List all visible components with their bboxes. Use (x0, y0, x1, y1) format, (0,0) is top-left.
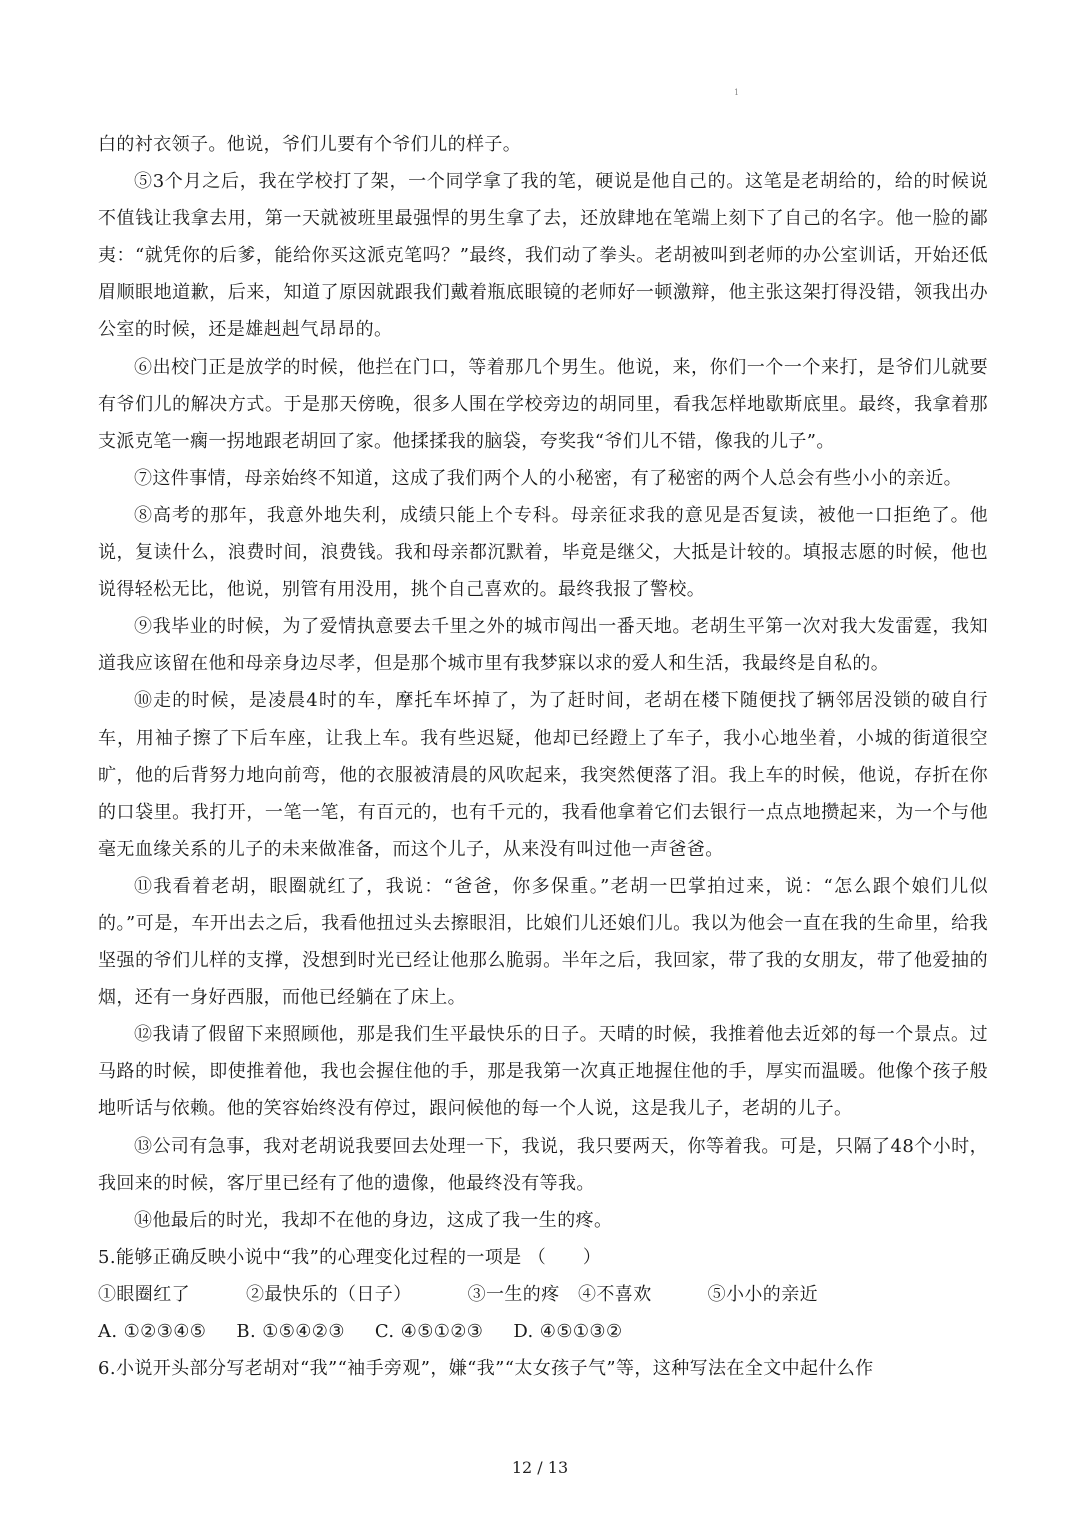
paragraph-8: ⑧高考的那年，我意外地失利，成绩只能上个专科。母亲征求我的意见是否复读，被他一口拒绝了。他说，复读什么，浪费时间，浪费钱。我和母亲都沉默着，毕竟是继父，大抵是计较的。填报志愿的时候，他也说得轻松无比，他说，别管有用没用，挑个自己喜欢的。最终我报了警校。 (98, 504, 988, 601)
option-b: B. ①⑤④②③ (236, 1321, 345, 1342)
paragraph-12: ⑫我请了假留下来照顾他，那是我们生平最快乐的日子。天晴的时候，我推着他去近郊的每一个景点。过马路的时候，即使推着他，我也会握住他的手，那是我第一次真正地握住他的手，厚实而温暖。他像个孩子般地听话与依赖。他的笑容始终没有停过，跟问候他的每一个人说，这是我儿子，老胡的儿子。 (98, 1024, 988, 1120)
question-5-stem: 5.能够正确反映小说中“我”的心理变化过程的一项是 （ ） (98, 1246, 602, 1268)
question-5-item: ②最快乐的（日子） (246, 1283, 412, 1305)
paragraph-11: ⑪我看着老胡，眼圈就红了，我说：“爸爸，你多保重。”老胡一巴掌拍过来，说：“怎么跟个娘们儿似的。”可是，车开出去之后，我看他扭过头去擦眼泪，比娘们儿还娘们儿。我以为他会一直在我的生命里，给我坚强的爷们儿样的支撑，没想到时光已经让他那么脆弱。半年之后，我回家，带了我的女朋友，带了他爱抽的烟，还有一身好西服，而他已经躺在了床上。 (98, 875, 988, 1009)
paragraph-10: ⑩走的时候，是凌晨4时的车，摩托车坏掉了，为了赶时间，老胡在楼下随便找了辆邻居没锁的破自行车，用袖子擦了下后车座，让我上车。我有些迟疑，他却已经蹬上了车子，我小心地坐着，小城的街道很空旷，他的后背努力地向前弯，他的衣服被清晨的风吹起来，我突然便落了泪。我上车的时候，他说，存折在你的口袋里。我打开，一笔一笔，有百元的，也有千元的，我看他拿着它们去银行一点点地攒起来，为一个与他毫无血缘关系的儿子的未来做准备，而这个儿子，从来没有叫过他一声爸爸。 (98, 690, 988, 860)
paragraph-5: ⑤3个月之后，我在学校打了架，一个同学拿了我的笔，硬说是他自己的。这笔是老胡给的，给的时候说不值钱让我拿去用，第一天就被班里最强悍的男生拿了去，还放肆地在笔端上刻下了自己的名字。他一脸的鄙夷：“就凭你的后爹，能给你买这派克笔吗？”最终，我们动了拳头。老胡被叫到老师的办公室训话，开始还低眉顺眼地道歉，后来，知道了原因就跟我们戴着瓶底眼镜的老师好一顿激辩，他主张这架打得没错，领我出办公室的时候，还是雄赳赳气昂昂的。 (98, 171, 988, 341)
option-c: C. ④⑤①②③ (374, 1321, 484, 1342)
paragraph-6: ⑥出校门正是放学的时候，他拦在门口，等着那几个男生。他说，来，你们一个一个来打，是爷们儿就要有爷们儿的解决方式。于是那天傍晚，很多人围在学校旁边的胡同里，看我怎样地歇斯底里。最终，我拿着那支派克笔一瘸一拐地跟老胡回了家。他揉揉我的脑袋，夸奖我“爷们儿不错，像我的儿子”。 (98, 356, 988, 452)
paragraph-9: ⑨我毕业的时候，为了爱情执意要去千里之外的城市闯出一番天地。老胡生平第一次对我大发雷霆，我知道我应该留在他和母亲身边尽孝，但是那个城市里有我梦寐以求的爱人和生活，我最终是自私的。 (98, 616, 988, 675)
header-mark: 1 (734, 88, 740, 97)
question-5-options (98, 1313, 988, 1350)
paragraph-continued: 白的衬衣领子。他说，爷们儿要有个爷们儿的样子。 (98, 134, 522, 155)
question-5-item: ③一生的疼 ④不喜欢 (467, 1283, 652, 1305)
paragraph-7: ⑦这件事情，母亲始终不知道，这成了我们两个人的小秘密，有了秘密的两个人总会有些小小的亲近。 (134, 467, 962, 489)
option-d: D. ④⑤①③② (513, 1321, 623, 1342)
question-5-item: ⑤小小的亲近 (707, 1283, 819, 1305)
question-6-stem: 6.小说开头部分写老胡对“我”“袖手旁观”，嫌“我”“太女孩子气”等，这种写法在全文中起什么作 (98, 1358, 874, 1380)
option-a: A. ①②③④⑤ (98, 1321, 207, 1342)
article-body (98, 126, 988, 1387)
question-5-items (98, 1276, 988, 1313)
question-5-item: ①眼圈红了 (98, 1283, 190, 1305)
paragraph-14: ⑭他最后的时光，我却不在他的身边，这成了我一生的疼。 (134, 1209, 613, 1231)
paragraph-13: ⑬公司有急事，我对老胡说我要回去处理一下，我说，我只要两天，你等着我。可是，只隔了48个小时，我回来的时候，客厅里已经有了他的遗像，他最终没有等我。 (98, 1135, 988, 1194)
page-number: 12 / 13 (511, 1458, 569, 1477)
